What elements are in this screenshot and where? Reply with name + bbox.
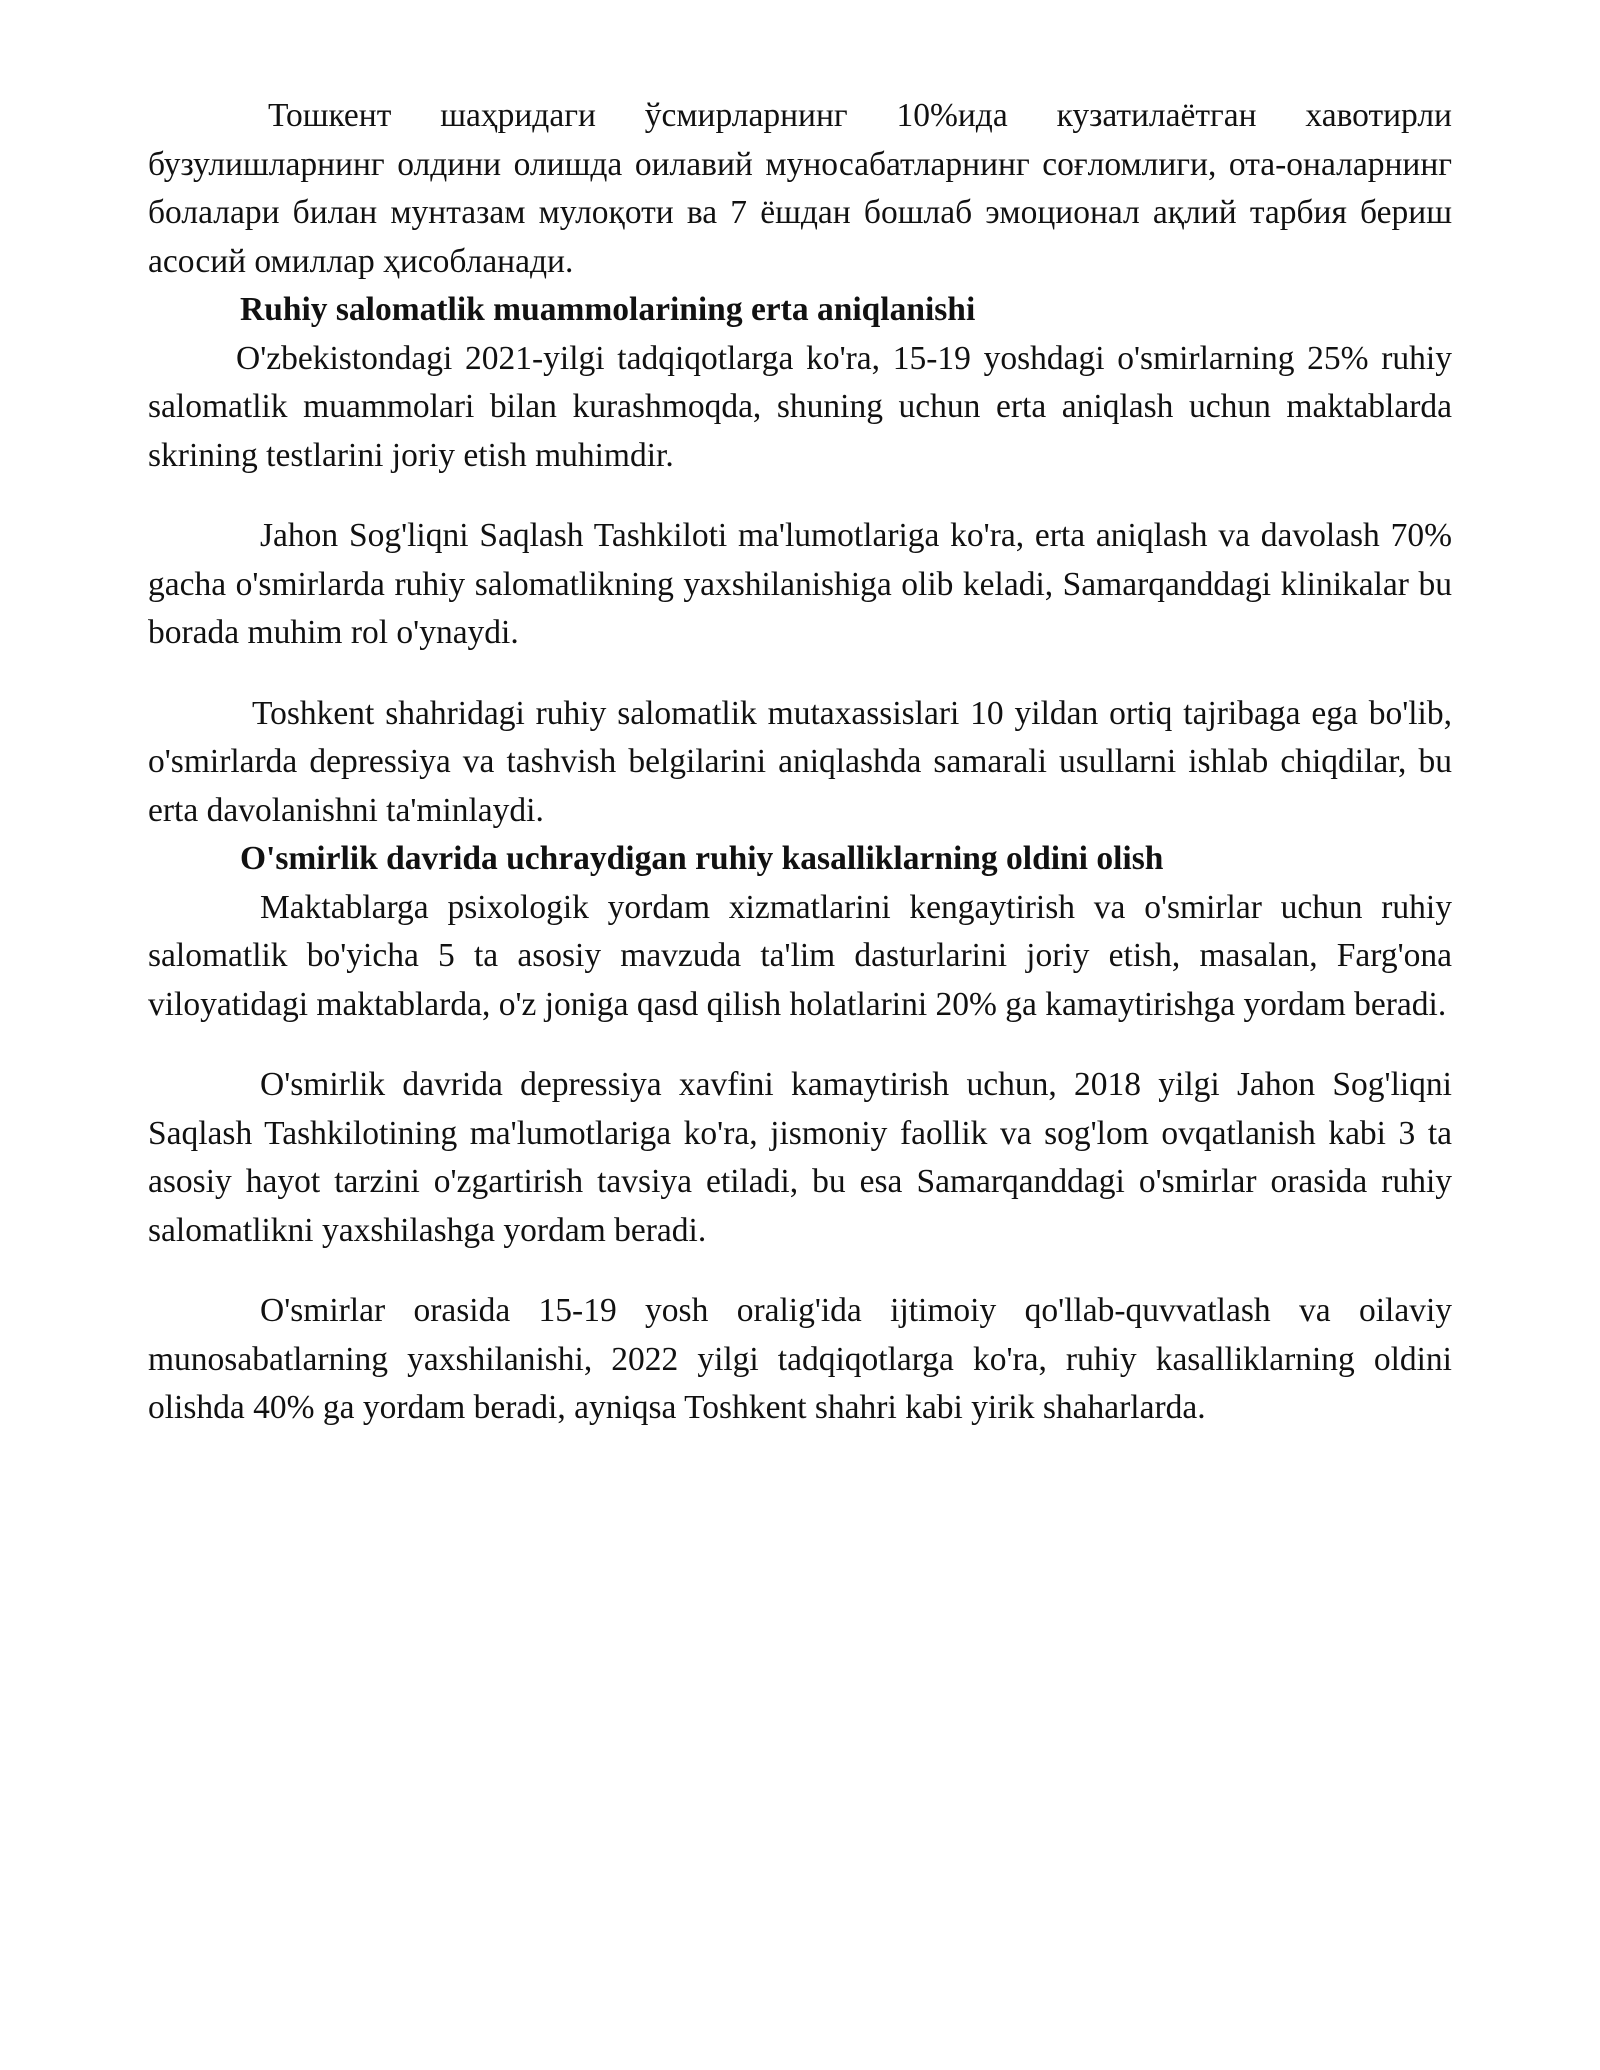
paragraph-depression-risk: O'smirlik davrida depressiya xavfini kamaytirish uchun, 2018 yilgi Jahon Sog'liqni Saqlash Tashkilotining ma'lumotlariga ko'ra, jismoniy faollik va sog'lom ovqatlanish kabi 3 ta asosiy hayot tarzini o'zgartirish tavsiya etiladi, bu esa Samarqanddagi o'smirlar orasida ruhiy salomatlikni yaxshilashga yordam beradi. bbox=[148, 1066, 1452, 1249]
heading-early-detection: Ruhiy salomatlik muammolarining erta aniqlanishi bbox=[240, 291, 976, 328]
paragraph-who-data: Jahon Sog'liqni Saqlash Tashkiloti ma'lumotlariga ko'ra, erta aniqlash va davolash 70% gacha o'smirlarda ruhiy salomatlikning yaxshilanishiga olib keladi, Samarqanddagi klinikalar bu borada muhim rol o'ynaydi. bbox=[148, 517, 1452, 651]
paragraph-family-relations: Тошкент шаҳридаги ўсмирларнинг 10%ида кузатилаётган хавотирли бузулишларнинг олдини олишда оилавий муносабатларнинг соғломлиги, ота-оналарнинг болалари билан мунтазам мулоқоти ва 7 ёшдан бошлаб эмоционал ақлий тарбия бериш асосий омиллар ҳисобланади. bbox=[148, 97, 1452, 280]
document-page bbox=[148, 92, 1452, 1433]
paragraph-tashkent-specialists: Toshkent shahridagi ruhiy salomatlik mutaxassislari 10 yildan ortiq tajribaga ega bo'lib, o'smirlarda depressiya va tashvish belgilarini aniqlashda samarali usullarni ishlab chiqdilar, bu erta davolanishni ta'minlaydi. bbox=[148, 694, 1452, 829]
paragraph-screening-tests: O'zbekistondagi 2021-yilgi tadqiqotlarga ko'ra, 15-19 yoshdagi o'smirlarning 25% ruhiy salomatlik muammolari bilan kurashmoqda, shuning uchun erta aniqlash uchun maktablarda skrining testlarini joriy etish muhimdir. bbox=[148, 339, 1452, 474]
heading-prevention: O'smirlik davrida uchraydigan ruhiy kasalliklarning oldini olish bbox=[240, 840, 1164, 877]
paragraph-school-programs: Maktablarga psixologik yordam xizmatlarini kengaytirish va o'smirlar uchun ruhiy salomatlik bo'yicha 5 ta asosiy mavzuda ta'lim dasturlarini joriy etish, masalan, Farg'ona viloyatidagi maktablarda, o'z joniga qasd qilish holatlarini 20% ga kamaytirishga yordam beradi. bbox=[148, 888, 1452, 1023]
paragraph-social-support: O'smirlar orasida 15-19 yosh oralig'ida ijtimoiy qo'llab-quvvatlash va oilaviy munosabatlarning yaxshilanishi, 2022 yilgi tadqiqotlarga ko'ra, ruhiy kasalliklarning oldini olishda 40% ga yordam beradi, ayniqsa Toshkent shahri kabi yirik shaharlarda. bbox=[148, 1292, 1452, 1426]
